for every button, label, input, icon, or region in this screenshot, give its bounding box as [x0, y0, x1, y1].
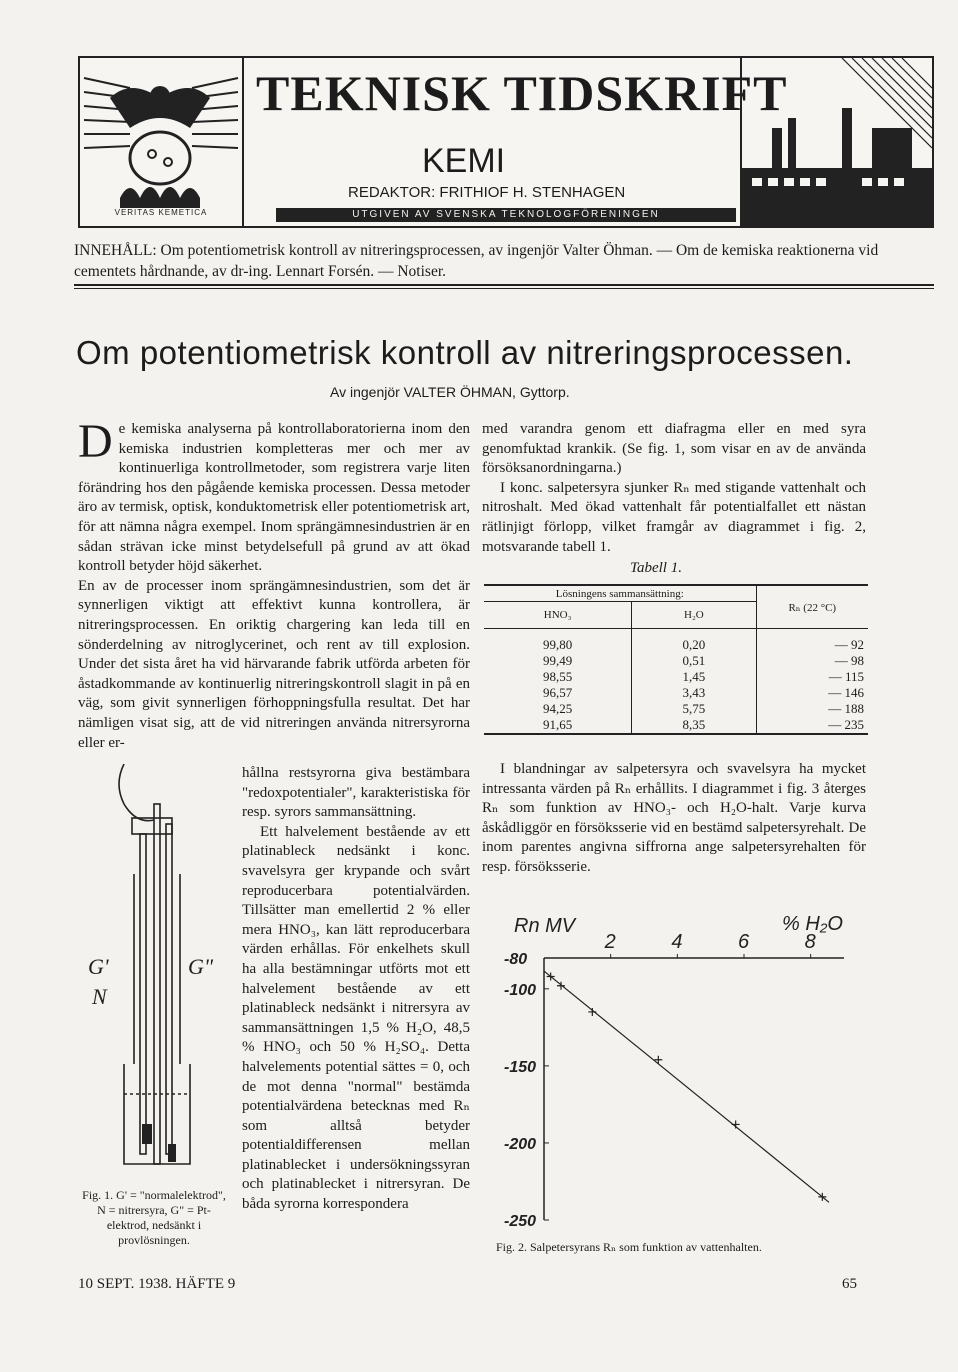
editor-line: REDAKTOR: FRITHIOF H. STENHAGEN [348, 184, 626, 201]
divider [74, 288, 934, 289]
y-tick-label: -80 [504, 951, 528, 968]
data-point [654, 1056, 662, 1064]
x-tick-label: 4 [671, 931, 683, 953]
table-row [484, 701, 868, 717]
y-tick-label: -100 [504, 981, 537, 999]
table-cell-h2o: 5,75 [632, 701, 756, 717]
table-header-rn: Rₙ (22 °C) [788, 601, 837, 614]
factory-icon [742, 58, 932, 226]
data-point [588, 1008, 596, 1016]
y-tick-label: -150 [504, 1058, 537, 1076]
contents-text: Om potentiometrisk kontroll av nitreringsprocessen, av ingenjör Valter Öhman. — Om de kemiska reaktionerna vid cementets hårdnande, av dr-ing. Lennart Forsén. — Notiser. [74, 242, 879, 280]
table-cell-hno3: 99,80 [484, 629, 632, 654]
table-header-hno3: HNO₃ [484, 602, 632, 629]
table-cell-rn: — 115 [828, 669, 864, 684]
chart-ylabel: Rn MV [514, 915, 576, 937]
label-n: N [92, 984, 107, 1009]
table-cell-hno3: 91,65 [484, 717, 632, 734]
table-cell-rn: — 188 [828, 701, 864, 716]
table-cell-rn: — 146 [828, 685, 864, 700]
masthead [78, 56, 934, 228]
data-point [732, 1120, 740, 1128]
paragraph: med varandra genom ett diafragma eller en med syra genomfuktad krankik. (Se fig. 1, som visar en av de använda försöksanordningarna.) [482, 421, 866, 477]
table-cell-rn: — 235 [828, 717, 864, 732]
logo [80, 58, 244, 226]
table-cell-hno3: 96,57 [484, 685, 632, 701]
y-tick-label: -200 [504, 1135, 537, 1153]
table-row [484, 669, 868, 685]
y-tick-label: -250 [504, 1213, 537, 1230]
table-cell-h2o: 8,35 [632, 717, 756, 734]
table-cell-h2o: 3,43 [632, 685, 756, 701]
right-column-continued [482, 760, 866, 878]
table-cell-rn: — 92 [834, 637, 864, 652]
table-cell-rn: — 98 [834, 653, 864, 668]
table-row [484, 653, 868, 669]
label-g-double-prime: G" [188, 954, 214, 979]
table-row [484, 629, 868, 654]
fig2-chart [500, 900, 870, 1230]
phoenix-logo-icon [80, 58, 242, 226]
table-cell-hno3: 98,55 [484, 669, 632, 685]
issue-date: 10 SEPT. 1938. HÄFTE 9 [78, 1276, 236, 1292]
paragraph: Ett halvelement bestående av ett platinableck nedsänkt i konc. svavelsyra ger krypande och svårt reproducerbara potentialvärden. Tillsätter man emellertid 2 % eller mera HNO₃, kan lätt reproducerbara värden erhållas. För enkelhets skull ha alla bestämningar utförts mot ett halvelement bestående av ett platinableck nedsänkt i nitrersyra av sammansättningen 1,5 % H₂O, 48,5 % HNO₃ och 50 % H₂SO₄. Detta halvelements potential sättes = 0, och de mot denna "normal" bestämda potentialvärdena betecknas med Rₙ som alltså betyder potentialdifferensen mellan platinablecket i undersökningssyran och platinablecket i nitrersyran. De båda syrorna korrespondera [242, 823, 470, 1213]
x-tick-label: 6 [738, 931, 750, 953]
table-of-contents [74, 240, 934, 282]
table-cell-h2o: 0,51 [632, 653, 756, 669]
x-tick-label: 2 [604, 931, 616, 953]
fig2-caption: Fig. 2. Salpetersyrans Rₙ som funktion av vattenhalten. [496, 1240, 762, 1254]
journal-title: TEKNISK TIDSKRIFT [256, 65, 788, 121]
table-row [484, 685, 868, 701]
fig1-apparatus [84, 764, 234, 1184]
article-title: Om potentiometrisk kontroll av nitreringsprocessen. [76, 334, 854, 371]
x-tick-label: 8 [804, 931, 816, 953]
byline: Av ingenjör VALTER ÖHMAN, Gyttorp. [330, 384, 570, 400]
table-title: Tabell 1. [630, 560, 682, 576]
paragraph: En av de processer inom sprängämnesindustrien, som det är synnerligen viktigt att effektivt kunna kontrollera, är nitreringsprocessen. En oriktig chargering kan leda till en sönderdelning av nitroglycerinet, och rent av till explosion. Under det sista året ha vid härvarande fabrik utförda arbeten för åstadkommande av kontinuerlig nitreringskontroll slagit in på en väg, som givit synnerligen förhoppningsfulla resultat. Det har nämligen visat sig, att de vid nitreringen använda nitrersyrorna eller er- [78, 577, 470, 751]
paragraph: e kemiska analyserna på kontrollaboratorierna inom den kemiska industrien kompletteras mer och mer av kontinuerliga kontrollmetoder, som registrera varje liten förändring hos den pågående kemiska processen. Dessa metoder äro av termisk, optisk, konduktometrisk eller potentiometrisk art, för att nämna några exempel. Inom sprängämnesindustrien är en sådan strävan icke minst betydelsefull på grund av att ökad kontroll betyder höjd säkerhet. [78, 421, 470, 575]
chart-xlabel: % H₂O [782, 913, 843, 935]
section-title: KEMI [422, 142, 506, 180]
paragraph: I blandningar av salpetersyra och svavelsyra ha mycket intressanta värden på Rₙ erhållits. I diagrammet i fig. 3 återges Rₙ som funktion av HNO₃- och H₂O-halt. Varje kurva åskådliggör en försöksserie vid en bestämd salpetersyrehalt. De inom parentes angivna siffrorna ange salpetersyrehalten för resp. försöksserie. [482, 761, 866, 875]
left-column-continued [242, 764, 470, 1215]
left-column [78, 415, 470, 753]
logo-motto: VERITAS KEMETICA [114, 208, 208, 217]
table-body [484, 629, 868, 735]
table-cell-h2o: 1,45 [632, 669, 756, 685]
paragraph: I konc. salpetersyra sjunker Rₙ med stigande vattenhalt och nitroshalt. Med ökad vattenhalt får potentialfallet ett nästan rätlinjigt förlopp, vilket framgår av diagrammet i fig. 2, motsvarande tabell 1. [482, 479, 866, 555]
right-column [482, 420, 866, 557]
table-row [484, 717, 868, 734]
table-cell-hno3: 94,25 [484, 701, 632, 717]
data-table [484, 584, 868, 735]
divider [74, 284, 934, 286]
table-cell-h2o: 0,20 [632, 629, 756, 654]
drop-cap: D [78, 415, 113, 468]
factory-illustration [740, 58, 932, 226]
paragraph: hållna restsyrorna giva bestämbara "redoxpotentialer", karakteristiska för resp. syrors sammansättning. [242, 765, 470, 821]
page-number: 65 [842, 1276, 857, 1292]
contents-label: INNEHÅLL: [74, 242, 157, 259]
fig1-caption: Fig. 1. G' = "normalelektrod", N = nitrersyra, G" = Pt-elektrod, nedsänkt i provlösningen. [82, 1188, 226, 1247]
table-cell-hno3: 99,49 [484, 653, 632, 669]
label-g-prime: G' [88, 954, 109, 979]
table-group-header: Lösningens sammansättning: [484, 585, 756, 602]
publisher-banner: UTGIVEN AV SVENSKA TEKNOLOGFÖRENINGEN [276, 208, 736, 222]
table-header-h2o: H₂O [632, 602, 756, 629]
series-line [544, 971, 829, 1202]
